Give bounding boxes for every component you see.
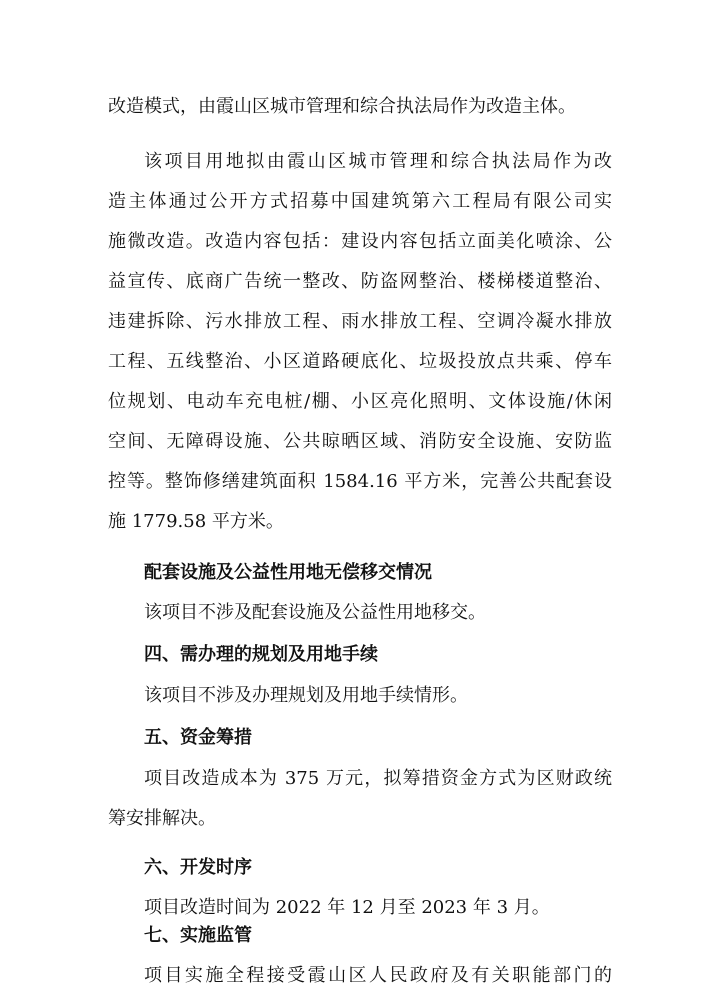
- section-heading: 五、资金筹措: [144, 727, 252, 748]
- paragraph-line: 益宣传、底商广告统一整改、防盗网整治、楼梯楼道整治、: [108, 271, 612, 292]
- paragraph-line: 改造模式，由霞山区城市管理和综合执法局作为改造主体。: [108, 96, 576, 117]
- paragraph-line: 工程、五线整治、小区道路硬底化、垃圾投放点共乘、停车: [108, 351, 612, 372]
- paragraph-line: 违建拆除、污水排放工程、雨水排放工程、空调冷凝水排放: [108, 311, 612, 332]
- section-heading: 配套设施及公益性用地无偿移交情况: [144, 562, 432, 583]
- section-line: 项目实施全程接受霞山区人民政府及有关职能部门的: [144, 965, 612, 986]
- section-line: 项目改造时间为 2022 年 12 月至 2023 年 3 月。: [144, 897, 550, 918]
- section-line: 该项目不涉及配套设施及公益性用地移交。: [144, 602, 486, 623]
- section-heading: 四、需办理的规划及用地手续: [144, 644, 378, 665]
- paragraph-line: 位规划、电动车充电桩/棚、小区亮化照明、文体设施/休闲: [108, 391, 612, 412]
- section-line: 项目改造成本为 375 万元，拟筹措资金方式为区财政统: [144, 768, 612, 789]
- paragraph-line: 该项目用地拟由霞山区城市管理和综合执法局作为改: [144, 151, 612, 172]
- paragraph-line: 空间、无障碍设施、公共晾晒区域、消防安全设施、安防监: [108, 431, 612, 452]
- section-heading: 七、实施监管: [144, 925, 252, 946]
- paragraph-line: 控等。整饰修缮建筑面积 1584.16 平方米，完善公共配套设: [108, 471, 612, 492]
- section-heading: 六、开发时序: [144, 857, 252, 878]
- paragraph-line: 施微改造。改造内容包括：建设内容包括立面美化喷涂、公: [108, 231, 612, 252]
- section-line: 筹安排解决。: [108, 808, 216, 829]
- section-line: 该项目不涉及办理规划及用地手续情形。: [144, 685, 468, 706]
- paragraph-line: 施 1779.58 平方米。: [108, 511, 284, 532]
- paragraph-line: 造主体通过公开方式招募中国建筑第六工程局有限公司实: [108, 191, 612, 212]
